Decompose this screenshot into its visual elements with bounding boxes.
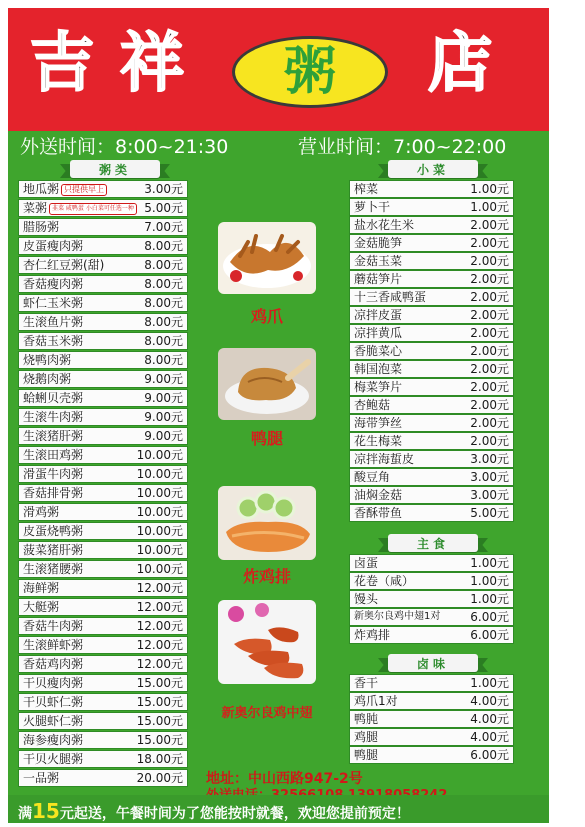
- congee-row: [18, 427, 188, 445]
- photo-caption-new-orleans-wings: 新奥尔良鸡中翅: [221, 706, 313, 721]
- item-price: 6.00元: [470, 748, 509, 762]
- item-price: 5.00元: [144, 201, 183, 215]
- photo-fried-chicken-cutlet: [218, 486, 316, 560]
- section-ribbon-side: [378, 158, 488, 180]
- item-price: 8.00元: [144, 315, 183, 329]
- item-name: 鸡腿: [354, 730, 379, 744]
- item-price: 12.00元: [136, 657, 183, 671]
- item-price: 10.00元: [136, 543, 183, 557]
- item-price: 2.00元: [470, 272, 509, 286]
- photo-duck-leg: [218, 348, 316, 420]
- item-price: 2.00元: [470, 398, 509, 412]
- item-price: 2.00元: [470, 344, 509, 358]
- delivery-hours: 外送时间：8:00~21:30: [20, 136, 229, 158]
- footer-notice: [18, 799, 410, 823]
- item-name: 海参瘦肉粥: [23, 733, 84, 747]
- item-price: 9.00元: [144, 391, 183, 405]
- side-row: [349, 378, 514, 396]
- congee-row: [18, 674, 188, 692]
- item-name: 韩国泡菜: [354, 362, 403, 376]
- congee-row: [18, 237, 188, 255]
- side-row: [349, 450, 514, 468]
- item-name: 生滚田鸡粥: [23, 448, 84, 462]
- item-name: 干贝虾仁粥: [23, 695, 84, 709]
- side-row: [349, 396, 514, 414]
- item-name: 烧鸭肉粥: [23, 353, 72, 367]
- braised-row: [349, 746, 514, 764]
- braised-row: [349, 692, 514, 710]
- item-name: 酸豆角: [354, 470, 391, 484]
- item-name: 鸭肫: [354, 712, 379, 726]
- photo-caption-chicken-feet: 鸡爪: [250, 307, 283, 326]
- section-title-staple: 主食: [416, 537, 449, 551]
- item-price: 6.00元: [470, 610, 509, 624]
- item-name: 花卷（咸）: [354, 574, 415, 588]
- item-price: 10.00元: [136, 562, 183, 576]
- item-name: 凉拌海蜇皮: [354, 452, 415, 466]
- item-price: 2.00元: [470, 254, 509, 268]
- item-price: 4.00元: [470, 712, 509, 726]
- footer-suffix: 元起送，午餐时间为了您能按时就餐，欢迎您提前预定！: [59, 806, 410, 822]
- photo-caption-fried-chicken-cutlet: 炸鸡排: [242, 567, 291, 586]
- side-row: [349, 252, 514, 270]
- item-price: 15.00元: [136, 695, 183, 709]
- congee-row: [18, 693, 188, 711]
- item-name: 香菇瘦肉粥: [23, 277, 84, 291]
- side-row: [349, 306, 514, 324]
- item-name: 油焖金菇: [354, 488, 403, 502]
- item-name: 梅菜笋片: [354, 380, 403, 394]
- congee-row: [18, 503, 188, 521]
- business-hours: 营业时间：7:00~22:00: [298, 136, 507, 158]
- item-name: 大艇粥: [23, 600, 60, 614]
- footer-banner: [8, 795, 549, 823]
- item-price: 8.00元: [144, 334, 183, 348]
- section-title-braised: 卤味: [416, 657, 449, 671]
- item-price: 1.00元: [470, 182, 509, 196]
- item-name: 鸡爪1对: [354, 694, 398, 708]
- side-row: [349, 432, 514, 450]
- item-price: 1.00元: [470, 592, 509, 606]
- item-name: 生滚猪腰粥: [23, 562, 84, 576]
- staple-row: [349, 554, 514, 572]
- side-row: [349, 360, 514, 378]
- title-badge: [232, 36, 388, 108]
- congee-row: [18, 731, 188, 749]
- item-price: 2.00元: [470, 218, 509, 232]
- item-name: 盐水花生米: [354, 218, 415, 232]
- section-title-side: 小菜: [416, 163, 449, 177]
- item-price: 2.00元: [470, 308, 509, 322]
- congee-row: [18, 636, 188, 654]
- item-price: 2.00元: [470, 326, 509, 340]
- item-price: 2.00元: [470, 380, 509, 394]
- item-name: 腊肠粥: [23, 220, 60, 234]
- side-row: [349, 324, 514, 342]
- item-note: 只提供早上: [61, 184, 107, 196]
- item-name: 榨菜: [354, 182, 379, 196]
- item-note: 韭菜 咸鸭蛋 小白菜可任选一种: [49, 203, 137, 215]
- item-name: 花生梅菜: [354, 434, 403, 448]
- congee-row: [18, 370, 188, 388]
- congee-row: [18, 294, 188, 312]
- item-name: 生滚猪肝粥: [23, 429, 84, 443]
- item-price: 9.00元: [144, 410, 183, 424]
- item-name: 卤蛋: [354, 556, 379, 570]
- side-row: [349, 486, 514, 504]
- side-row: [349, 504, 514, 522]
- item-name: 鸭腿: [354, 748, 379, 762]
- item-name: 萝卜干: [354, 200, 391, 214]
- item-name: 皮蛋烧鸭粥: [23, 524, 84, 538]
- item-name: 蘑菇笋片: [354, 272, 403, 286]
- item-price: 12.00元: [136, 600, 183, 614]
- section-ribbon-braised: [378, 652, 488, 674]
- staple-row: [349, 590, 514, 608]
- item-name: 炸鸡排: [354, 628, 391, 642]
- congee-row: [18, 313, 188, 331]
- item-price: 12.00元: [136, 619, 183, 633]
- item-price: 10.00元: [136, 524, 183, 538]
- item-name: 干贝火腿粥: [23, 752, 84, 766]
- item-name: 香菇鸡肉粥: [23, 657, 84, 671]
- item-name: 馒头: [354, 592, 379, 606]
- item-price: 8.00元: [144, 296, 183, 310]
- congee-row: [18, 465, 188, 483]
- item-name: 香干: [354, 676, 379, 690]
- title-char-3: 店: [428, 26, 492, 101]
- side-row: [349, 342, 514, 360]
- section-title-congee: 粥类: [98, 163, 131, 177]
- item-name: 凉拌黄瓜: [354, 326, 403, 340]
- side-row: [349, 180, 514, 198]
- item-name: 皮蛋瘦肉粥: [23, 239, 84, 253]
- item-name: 香菇玉米粥: [23, 334, 84, 348]
- congee-row: [18, 484, 188, 502]
- item-name: 生滚牛肉粥: [23, 410, 84, 424]
- side-row: [349, 288, 514, 306]
- item-price: 15.00元: [136, 676, 183, 690]
- side-row: [349, 198, 514, 216]
- item-name: 凉拌皮蛋: [354, 308, 403, 322]
- item-price: 9.00元: [144, 429, 183, 443]
- congee-row: [18, 199, 188, 217]
- item-price: 5.00元: [470, 506, 509, 520]
- item-price: 10.00元: [136, 486, 183, 500]
- item-price: 10.00元: [136, 467, 183, 481]
- congee-row: [18, 712, 188, 730]
- item-price: 1.00元: [470, 556, 509, 570]
- congee-row: [18, 522, 188, 540]
- address: 地址：中山西路947-2号: [206, 771, 363, 787]
- side-row: [349, 414, 514, 432]
- item-name: 香菇牛肉粥: [23, 619, 84, 633]
- congee-row: [18, 598, 188, 616]
- congee-row: [18, 446, 188, 464]
- staple-row: [349, 626, 514, 644]
- item-name: 香酥带鱼: [354, 506, 403, 520]
- item-price: 2.00元: [470, 362, 509, 376]
- photo-caption-duck-leg: 鸭腿: [250, 429, 283, 448]
- section-ribbon-staple: [378, 532, 488, 554]
- congee-row: [18, 275, 188, 293]
- item-name: 干贝瘦肉粥: [23, 676, 84, 690]
- item-price: 6.00元: [470, 628, 509, 642]
- item-price: 2.00元: [470, 236, 509, 250]
- item-price: 3.00元: [470, 488, 509, 502]
- congee-row: [18, 389, 188, 407]
- staple-row: [349, 608, 514, 626]
- congee-row: [18, 332, 188, 350]
- congee-row: [18, 541, 188, 559]
- item-price: 4.00元: [470, 694, 509, 708]
- item-price: 3.00元: [470, 452, 509, 466]
- congee-row: [18, 218, 188, 236]
- item-price: 8.00元: [144, 353, 183, 367]
- photo-chicken-feet: [218, 222, 316, 294]
- item-price: 12.00元: [136, 581, 183, 595]
- congee-row: [18, 579, 188, 597]
- footer-prefix: 满: [18, 806, 32, 822]
- braised-row: [349, 674, 514, 692]
- item-name: 滑鸡粥: [23, 505, 60, 519]
- item-name: 香菇排骨粥: [23, 486, 84, 500]
- item-name: 烧鹅肉粥: [23, 372, 72, 386]
- item-price: 10.00元: [136, 448, 183, 462]
- item-price: 1.00元: [470, 574, 509, 588]
- item-name: 香脆菜心: [354, 344, 403, 358]
- item-name: 菜粥 韭菜 咸鸭蛋 小白菜可任选一种: [23, 200, 137, 216]
- congee-row: [18, 180, 188, 198]
- side-row: [349, 270, 514, 288]
- section-ribbon-congee: [60, 158, 170, 180]
- item-price: 9.00元: [144, 372, 183, 386]
- item-price: 2.00元: [470, 434, 509, 448]
- title-badge-text: 粥: [283, 41, 336, 102]
- item-name: 虾仁玉米粥: [23, 296, 84, 310]
- congee-row: [18, 560, 188, 578]
- item-name: 地瓜粥 只提供早上: [23, 181, 107, 197]
- congee-row: [18, 408, 188, 426]
- staple-row: [349, 572, 514, 590]
- item-price: 4.00元: [470, 730, 509, 744]
- item-price: 10.00元: [136, 505, 183, 519]
- item-name: 菠菜猪肝粥: [23, 543, 84, 557]
- item-name: 蛤蜊贝壳粥: [23, 391, 84, 405]
- item-name: 十三香咸鸭蛋: [354, 290, 427, 304]
- item-name: 火腿虾仁粥: [23, 714, 84, 728]
- item-price: 7.00元: [144, 220, 183, 234]
- item-name: 杏鲍菇: [354, 398, 391, 412]
- congee-row: [18, 256, 188, 274]
- side-row: [349, 234, 514, 252]
- item-name: 滑蛋牛肉粥: [23, 467, 84, 481]
- side-row: [349, 468, 514, 486]
- item-price: 15.00元: [136, 714, 183, 728]
- congee-row: [18, 769, 188, 787]
- congee-row: [18, 655, 188, 673]
- item-price: 3.00元: [144, 182, 183, 196]
- title-char-1: 吉: [30, 26, 94, 101]
- item-name: 金菇玉菜: [354, 254, 403, 268]
- side-row: [349, 216, 514, 234]
- item-price: 1.00元: [470, 200, 509, 214]
- menu-sheet: [8, 8, 549, 823]
- item-name: 新奥尔良鸡中翅1对: [354, 611, 441, 622]
- title-char-2: 祥: [120, 26, 184, 101]
- item-price: 3.00元: [470, 470, 509, 484]
- item-price: 8.00元: [144, 258, 183, 272]
- item-price: 2.00元: [470, 290, 509, 304]
- item-name: 生滚鱼片粥: [23, 315, 84, 329]
- header-banner: [8, 8, 549, 131]
- item-price: 2.00元: [470, 416, 509, 430]
- item-name: 金菇脆笋: [354, 236, 403, 250]
- item-price: 20.00元: [136, 771, 183, 785]
- item-name: 海鲜粥: [23, 581, 60, 595]
- photo-new-orleans-wings: [218, 600, 316, 684]
- congee-row: [18, 617, 188, 635]
- item-name: 一品粥: [23, 771, 60, 785]
- item-name: 海带笋丝: [354, 416, 403, 430]
- braised-row: [349, 710, 514, 728]
- item-price: 1.00元: [470, 676, 509, 690]
- item-price: 15.00元: [136, 733, 183, 747]
- minimum-order-amount: 15: [32, 799, 60, 823]
- item-price: 8.00元: [144, 239, 183, 253]
- item-name: 杏仁红豆粥(甜): [23, 258, 105, 272]
- item-price: 18.00元: [136, 752, 183, 766]
- braised-row: [349, 728, 514, 746]
- item-price: 12.00元: [136, 638, 183, 652]
- congee-row: [18, 351, 188, 369]
- item-price: 8.00元: [144, 277, 183, 291]
- item-name: 生滚鲜虾粥: [23, 638, 84, 652]
- congee-row: [18, 750, 188, 768]
